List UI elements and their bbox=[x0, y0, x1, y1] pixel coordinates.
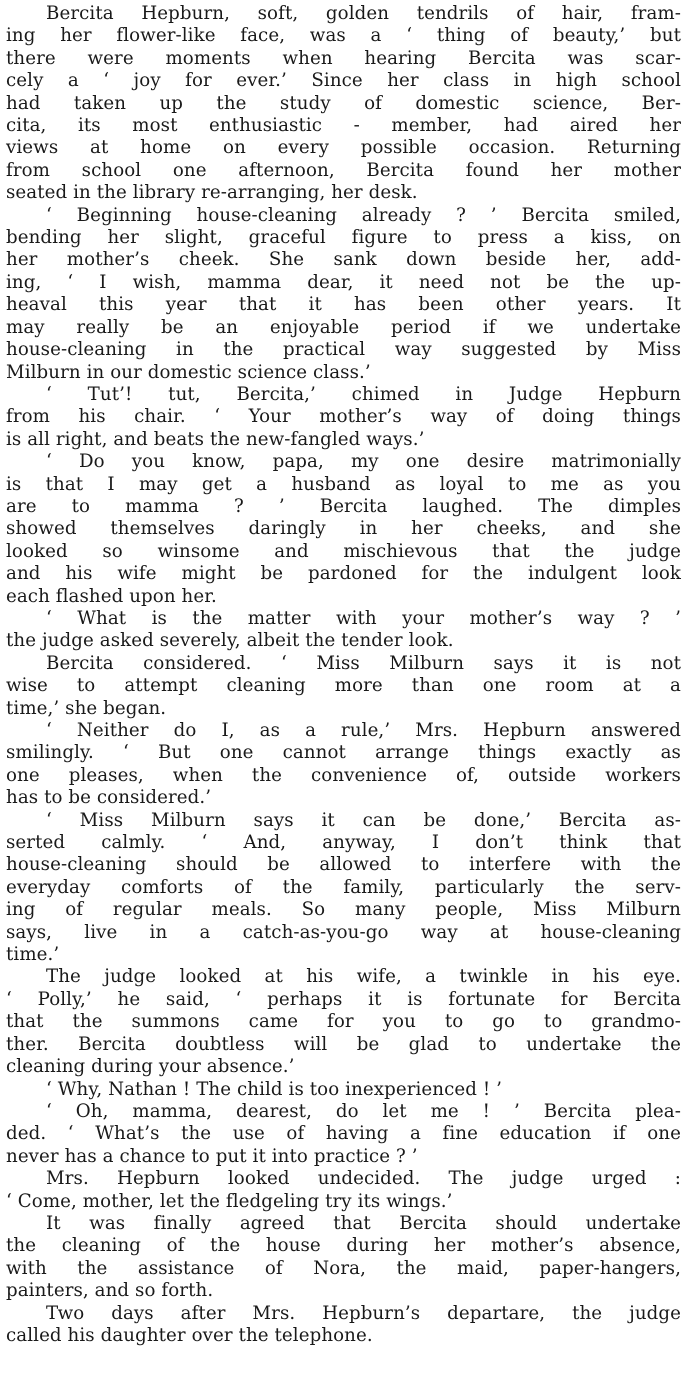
text-line: never has a chance to put it into practice ? ’ bbox=[6, 1145, 418, 1167]
text-line: time.’ bbox=[6, 944, 60, 966]
text-line: ‘ Do you know, papa, my one desire matrimonially bbox=[46, 451, 681, 473]
text-line: ‘ Oh, mamma, dearest, do let me ! ’ Bercita plea- bbox=[46, 1100, 681, 1122]
text-line: seated in the library re-arranging, her desk. bbox=[6, 182, 418, 204]
text-line: that the summons came for you to go to grandmo- bbox=[6, 1011, 681, 1033]
text-line: has to be considered.’ bbox=[6, 787, 212, 809]
paragraph bbox=[6, 966, 681, 1078]
text-line: ther. Bercita doubtless will be glad to undertake the bbox=[6, 1033, 681, 1055]
text-line: are to mamma ? ’ Bercita laughed. The dimples bbox=[6, 495, 681, 517]
text-line: smilingly. ‘ But one cannot arrange things exactly as bbox=[6, 742, 681, 764]
text-line: had taken up the study of domestic science, Ber- bbox=[6, 92, 681, 114]
text-line: It was finally agreed that Bercita should undertake bbox=[46, 1212, 681, 1234]
text-line: cely a ‘ joy for ever.’ Since her class in high school bbox=[6, 70, 681, 92]
text-line: and his wife might be pardoned for the indulgent look bbox=[6, 563, 681, 585]
text-line: ded. ‘ What’s the use of having a fine education if one bbox=[6, 1123, 681, 1145]
text-line: from his chair. ‘ Your mother’s way of doing things bbox=[6, 406, 681, 428]
text-line: Bercita considered. ‘ Miss Milburn says it is not bbox=[46, 652, 681, 674]
text-line: painters, and so forth. bbox=[6, 1280, 214, 1302]
text-line: ‘ Neither do I, as a rule,’ Mrs. Hepburn answered bbox=[46, 720, 681, 741]
paragraph bbox=[6, 451, 681, 608]
paragraph bbox=[6, 384, 681, 451]
text-line: cita, its most enthusiastic - member, had aired her bbox=[6, 115, 681, 137]
paragraph bbox=[6, 653, 681, 720]
text-line: Two days after Mrs. Hepburn’s departare, the judge bbox=[46, 1302, 681, 1324]
text-line: ‘ Beginning house-cleaning already ? ’ Bercita smiled, bbox=[46, 204, 681, 226]
text-line: ‘ Polly,’ he said, ‘ perhaps it is fortunate for Bercita bbox=[6, 988, 681, 1010]
text-line: there were moments when hearing Bercita was scar- bbox=[6, 47, 681, 69]
paragraph bbox=[6, 3, 681, 205]
paragraph bbox=[6, 810, 681, 967]
paragraph bbox=[6, 205, 681, 384]
text-line: may really be an enjoyable period if we undertake bbox=[6, 316, 681, 338]
text-line: heaval this year that it has been other years. It bbox=[6, 294, 681, 316]
paragraph bbox=[6, 608, 681, 653]
text-line: wise to attempt cleaning more than one room at a bbox=[6, 675, 681, 697]
paragraph bbox=[6, 1101, 681, 1168]
text-line: showed themselves daringly in her cheeks, and she bbox=[6, 518, 681, 540]
text-line: house-cleaning should be allowed to interfere with the bbox=[6, 854, 681, 876]
text-line: ‘ Miss Milburn says it can be done,’ Bercita as- bbox=[46, 809, 681, 831]
paragraph bbox=[6, 1079, 681, 1101]
text-line: the cleaning of the house during her mother’s absence, bbox=[6, 1235, 681, 1257]
text-line: ‘ Why, Nathan ! The child is too inexperienced ! ’ bbox=[46, 1078, 503, 1100]
text-line: called his daughter over the telephone. bbox=[6, 1324, 373, 1346]
paragraph bbox=[6, 1303, 681, 1348]
text-line: ‘ Tut’! tut, Bercita,’ chimed in Judge Hepburn bbox=[46, 383, 681, 405]
text-line: the judge asked severely, albeit the tender look. bbox=[6, 630, 454, 652]
text-line: her mother’s cheek. She sank down beside her, add- bbox=[6, 249, 681, 271]
text-line: each flashed upon her. bbox=[6, 585, 217, 607]
text-line: ‘ What is the matter with your mother’s way ? ’ bbox=[46, 607, 681, 629]
text-line: one pleases, when the convenience of, outside workers bbox=[6, 764, 681, 786]
text-line: Mrs. Hepburn looked undecided. The judge urged : bbox=[46, 1168, 681, 1190]
text-line: ing her flower-like face, was a ‘ thing of beauty,’ but bbox=[6, 25, 681, 47]
text-line: serted calmly. ‘ And, anyway, I don’t think that bbox=[6, 832, 681, 854]
text-line: bending her slight, graceful figure to press a kiss, on bbox=[6, 227, 681, 249]
text-line: ing of regular meals. So many people, Miss Milburn bbox=[6, 899, 681, 921]
paragraph bbox=[6, 720, 681, 810]
text-line: views at home on every possible occasion. Returning bbox=[6, 137, 681, 159]
text-line: Bercita Hepburn, soft, golden tendrils of hair, fram- bbox=[46, 3, 681, 24]
paragraph bbox=[6, 1213, 681, 1303]
text-line: time,’ she began. bbox=[6, 697, 167, 719]
text-line: ing, ‘ I wish, mamma dear, it need not be the up- bbox=[6, 271, 681, 293]
text-line: is all right, and beats the new-fangled ways.’ bbox=[6, 428, 425, 450]
text-line: cleaning during your absence.’ bbox=[6, 1056, 295, 1078]
text-line: ‘ Come, mother, let the fledgeling try its wings.’ bbox=[6, 1190, 453, 1212]
text-line: house-cleaning in the practical way suggested by Miss bbox=[6, 339, 681, 361]
text-line: is that I may get a husband as loyal to me as you bbox=[6, 473, 681, 495]
text-line: everyday comforts of the family, particularly the serv- bbox=[6, 876, 681, 898]
text-line: with the assistance of Nora, the maid, paper-hangers, bbox=[6, 1257, 681, 1279]
paragraph bbox=[6, 1168, 681, 1213]
text-line: The judge looked at his wife, a twinkle in his eye. bbox=[46, 966, 681, 988]
text-line: from school one afternoon, Bercita found her mother bbox=[6, 159, 681, 181]
text-line: Milburn in our domestic science class.’ bbox=[6, 361, 371, 383]
text-line: looked so winsome and mischievous that the judge bbox=[6, 540, 681, 562]
text-line: says, live in a catch-as-you-go way at house-cleaning bbox=[6, 921, 681, 943]
